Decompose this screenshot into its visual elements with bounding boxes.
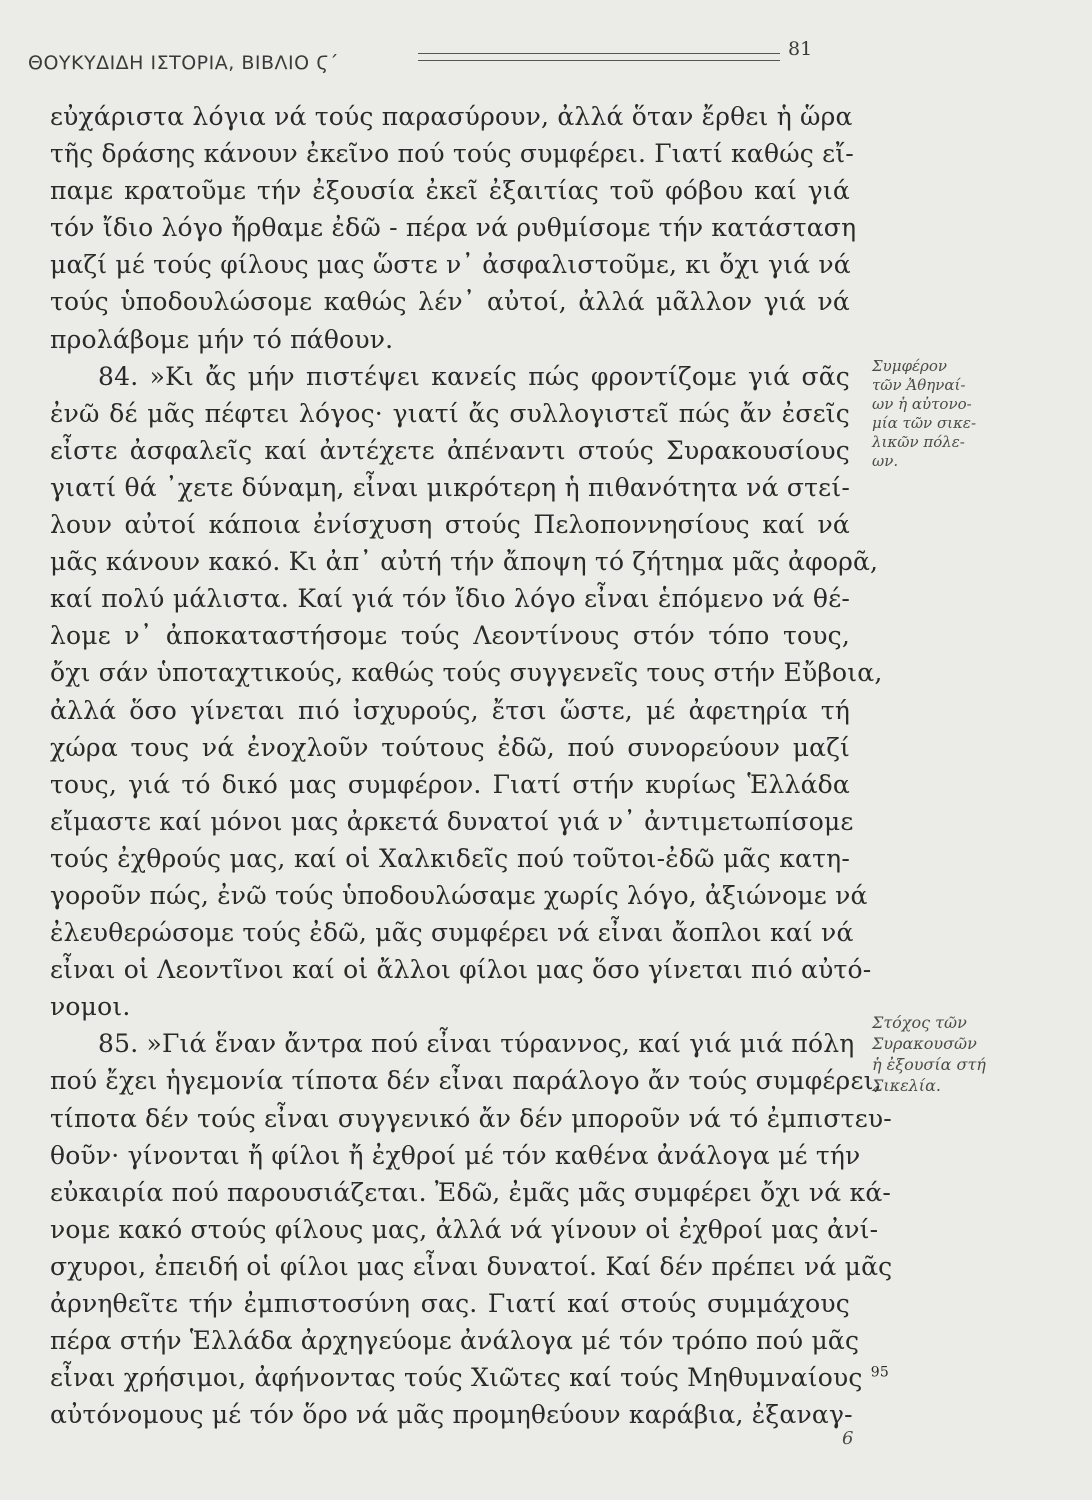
text-line: παμε κρατοῦμε τήν ἐξουσία ἐκεῖ ἐξαιτίας τοῦ φόβου καί γιά xyxy=(50,176,850,206)
margin-note-line: Συρακουσῶν xyxy=(872,1034,977,1053)
margin-note-line: ἡ ἐξουσία στή xyxy=(872,1055,986,1074)
signature-mark: 6 xyxy=(842,1428,854,1449)
margin-note-athenian-interest xyxy=(872,357,1022,471)
text-line: ὄχι σάν ὑποταχτικούς, καθώς τούς συγγενεῖς τους στήν Εὔβοια, xyxy=(50,658,883,688)
text-line-content: εἶναι χρήσιμοι, ἀφήνοντας τούς Χιῶτες καί τούς Μηθυμναίους xyxy=(50,1363,863,1393)
footnote-marker: 95 xyxy=(870,1364,889,1381)
text-line: τούς ὑποδουλώσομε καθώς λέν᾽ αὐτοί, ἀλλά μᾶλλον γιά νά xyxy=(50,287,850,317)
text-line: χώρα τους νά ἐνοχλοῦν τούτους ἐδῶ, πού συνορεύουν μαζί xyxy=(50,732,850,762)
text-line: σχυροι, ἐπειδή οἱ φίλοι μας εἶναι δυνατοί. Καί δέν πρέπει νά μᾶς xyxy=(50,1251,893,1281)
text-line: μᾶς κάνουν κακό. Κι ἀπ᾽ αὐτή τήν ἄποψη τό ζήτημα μᾶς ἀφορᾶ, xyxy=(50,547,879,577)
text-line: τίποτα δέν τούς εἶναι συγγενικό ἄν δέν μποροῦν νά τό ἐμπιστευ- xyxy=(50,1103,892,1133)
text-line: ἐνῶ δέ μᾶς πέφτει λόγος· γιατί ἄς συλλογιστεῖ πώς ἄν ἐσεῖς xyxy=(50,398,850,428)
text-line: θοῦν· γίνονται ἤ φίλοι ἤ ἐχθροί μέ τόν καθένα ἀνάλογα μέ τήν xyxy=(50,1140,861,1170)
text-line: γοροῦν πώς, ἐνῶ τούς ὑποδουλώσαμε χωρίς λόγο, ἀξιώνομε νά xyxy=(50,880,868,910)
text-line-with-footnote xyxy=(50,1359,889,1396)
text-line: ἀλλά ὅσο γίνεται πιό ἰσχυρούς, ἔτσι ὥστε, μέ ἀφετηρία τή xyxy=(50,695,850,725)
text-line: εὐχάριστα λόγια νά τούς παρασύρουν, ἀλλά ὅταν ἔρθει ἡ ὥρα xyxy=(50,102,853,131)
text-line: εἶστε ἀσφαλεῖς καί ἀντέχετε ἀπέναντι στούς Συρακουσίους xyxy=(50,435,850,465)
text-line: εἴμαστε καί μόνοι μας ἀρκετά δυνατοί γιά ν᾽ ἀντιμετωπίσομε xyxy=(50,806,854,836)
page-number: 81 xyxy=(788,38,813,60)
text-line: λομε ν᾽ ἀποκαταστήσομε τούς Λεοντίνους στόν τόπο τους, xyxy=(50,621,850,651)
text-line: τούς ἐχθρούς μας, καί οἱ Χαλκιδεῖς πού τοῦτοι-ἐδῶ μᾶς κατη- xyxy=(50,843,850,873)
text-line: τους, γιά τό δικό μας συμφέρον. Γιατί στήν κυρίως Ἑλλάδα xyxy=(50,769,850,799)
text-line: αὐτόνομους μέ τόν ὅρο νά μᾶς προμηθεύουν καράβια, ἐξαναγ- xyxy=(50,1400,853,1430)
text-line: γιατί θά ᾽χετε δύναμη, εἶναι μικρότερη ἡ πιθανότητα νά στεί- xyxy=(50,472,850,502)
text-line: ἀρνηθεῖτε τήν ἐμπιστοσύνη σας. Γιατί καί στούς συμμάχους xyxy=(50,1289,850,1318)
text-line: εἶναι οἱ Λεοντῖνοι καί οἱ ἄλλοι φίλοι μας ὅσο γίνεται πιό αὐτό- xyxy=(50,955,872,985)
text-line: καί πολύ μάλιστα. Καί γιά τόν ἴδιο λόγο εἶναι ἑπόμενο νά θέ- xyxy=(50,584,850,614)
margin-note-line: ων. xyxy=(872,452,899,470)
text-line: τόν ἴδιο λόγο ἤρθαμε ἐδῶ - πέρα νά ρυθμίσομε τήν κατάσταση xyxy=(50,213,857,243)
paragraph-84-start: 84. »Κι ἄς μήν πιστέψει κανείς πώς φροντίζομε γιά σᾶς xyxy=(98,361,850,391)
text-line: προλάβομε μήν τό πάθουν. xyxy=(50,324,394,354)
margin-note-syracuse-goal xyxy=(872,1012,1022,1096)
margin-note-line: Σικελία. xyxy=(872,1076,941,1095)
text-line: λουν αὐτοί κάποια ἐνίσχυση στούς Πελοποννησίους καί νά xyxy=(50,510,850,540)
text-line: μαζί μέ τούς φίλους μας ὥστε ν᾽ ἀσφαλιστοῦμε, κι ὄχι γιά νά xyxy=(50,250,851,280)
text-line: πέρα στήν Ἑλλάδα ἀρχηγεύομε ἀνάλογα μέ τόν τρόπο πού μᾶς xyxy=(50,1326,860,1356)
margin-note-line: λικῶν πόλε- xyxy=(872,433,965,451)
paragraph-85-start: 85. »Γιά ἕναν ἄντρα πού εἶναι τύραννος, καί γιά μιά πόλη xyxy=(98,1029,855,1059)
margin-note-line: τῶν Ἀθηναί- xyxy=(872,376,966,394)
text-line: ἐλευθερώσομε τούς ἐδῶ, μᾶς συμφέρει νά εἶναι ἄοπλοι καί νά xyxy=(50,918,854,948)
text-line: νομοι. xyxy=(50,992,131,1022)
text-line: νομε κακό στούς φίλους μας, ἀλλά νά γίνουν οἱ ἐχθροί μας ἀνί- xyxy=(50,1214,879,1244)
margin-note-line: Στόχος τῶν xyxy=(872,1013,967,1032)
running-title: ΘΟΥΚΥΔΙΔΗ ΙΣΤΟΡΙΑ, ΒΙΒΛΙΟ Ϛ΄ xyxy=(28,52,339,74)
text-line: τῆς δράσης κάνουν ἐκεῖνο πού τούς συμφέρει. Γιατί καθώς εἴ- xyxy=(50,139,854,169)
text-line: πού ἔχει ἡγεμονία τίποτα δέν εἶναι παράλογο ἄν τούς συμφέρει, xyxy=(50,1066,882,1096)
header-rule xyxy=(418,53,780,61)
margin-note-line: ων ἡ αὐτονο- xyxy=(872,395,972,413)
margin-note-line: Συμφέρον xyxy=(872,357,947,375)
text-line: εὐκαιρία πού παρουσιάζεται. Ἐδῶ, ἐμᾶς μᾶς συμφέρει ὄχι νά κά- xyxy=(50,1177,892,1207)
margin-note-line: μία τῶν σικε- xyxy=(872,414,977,432)
